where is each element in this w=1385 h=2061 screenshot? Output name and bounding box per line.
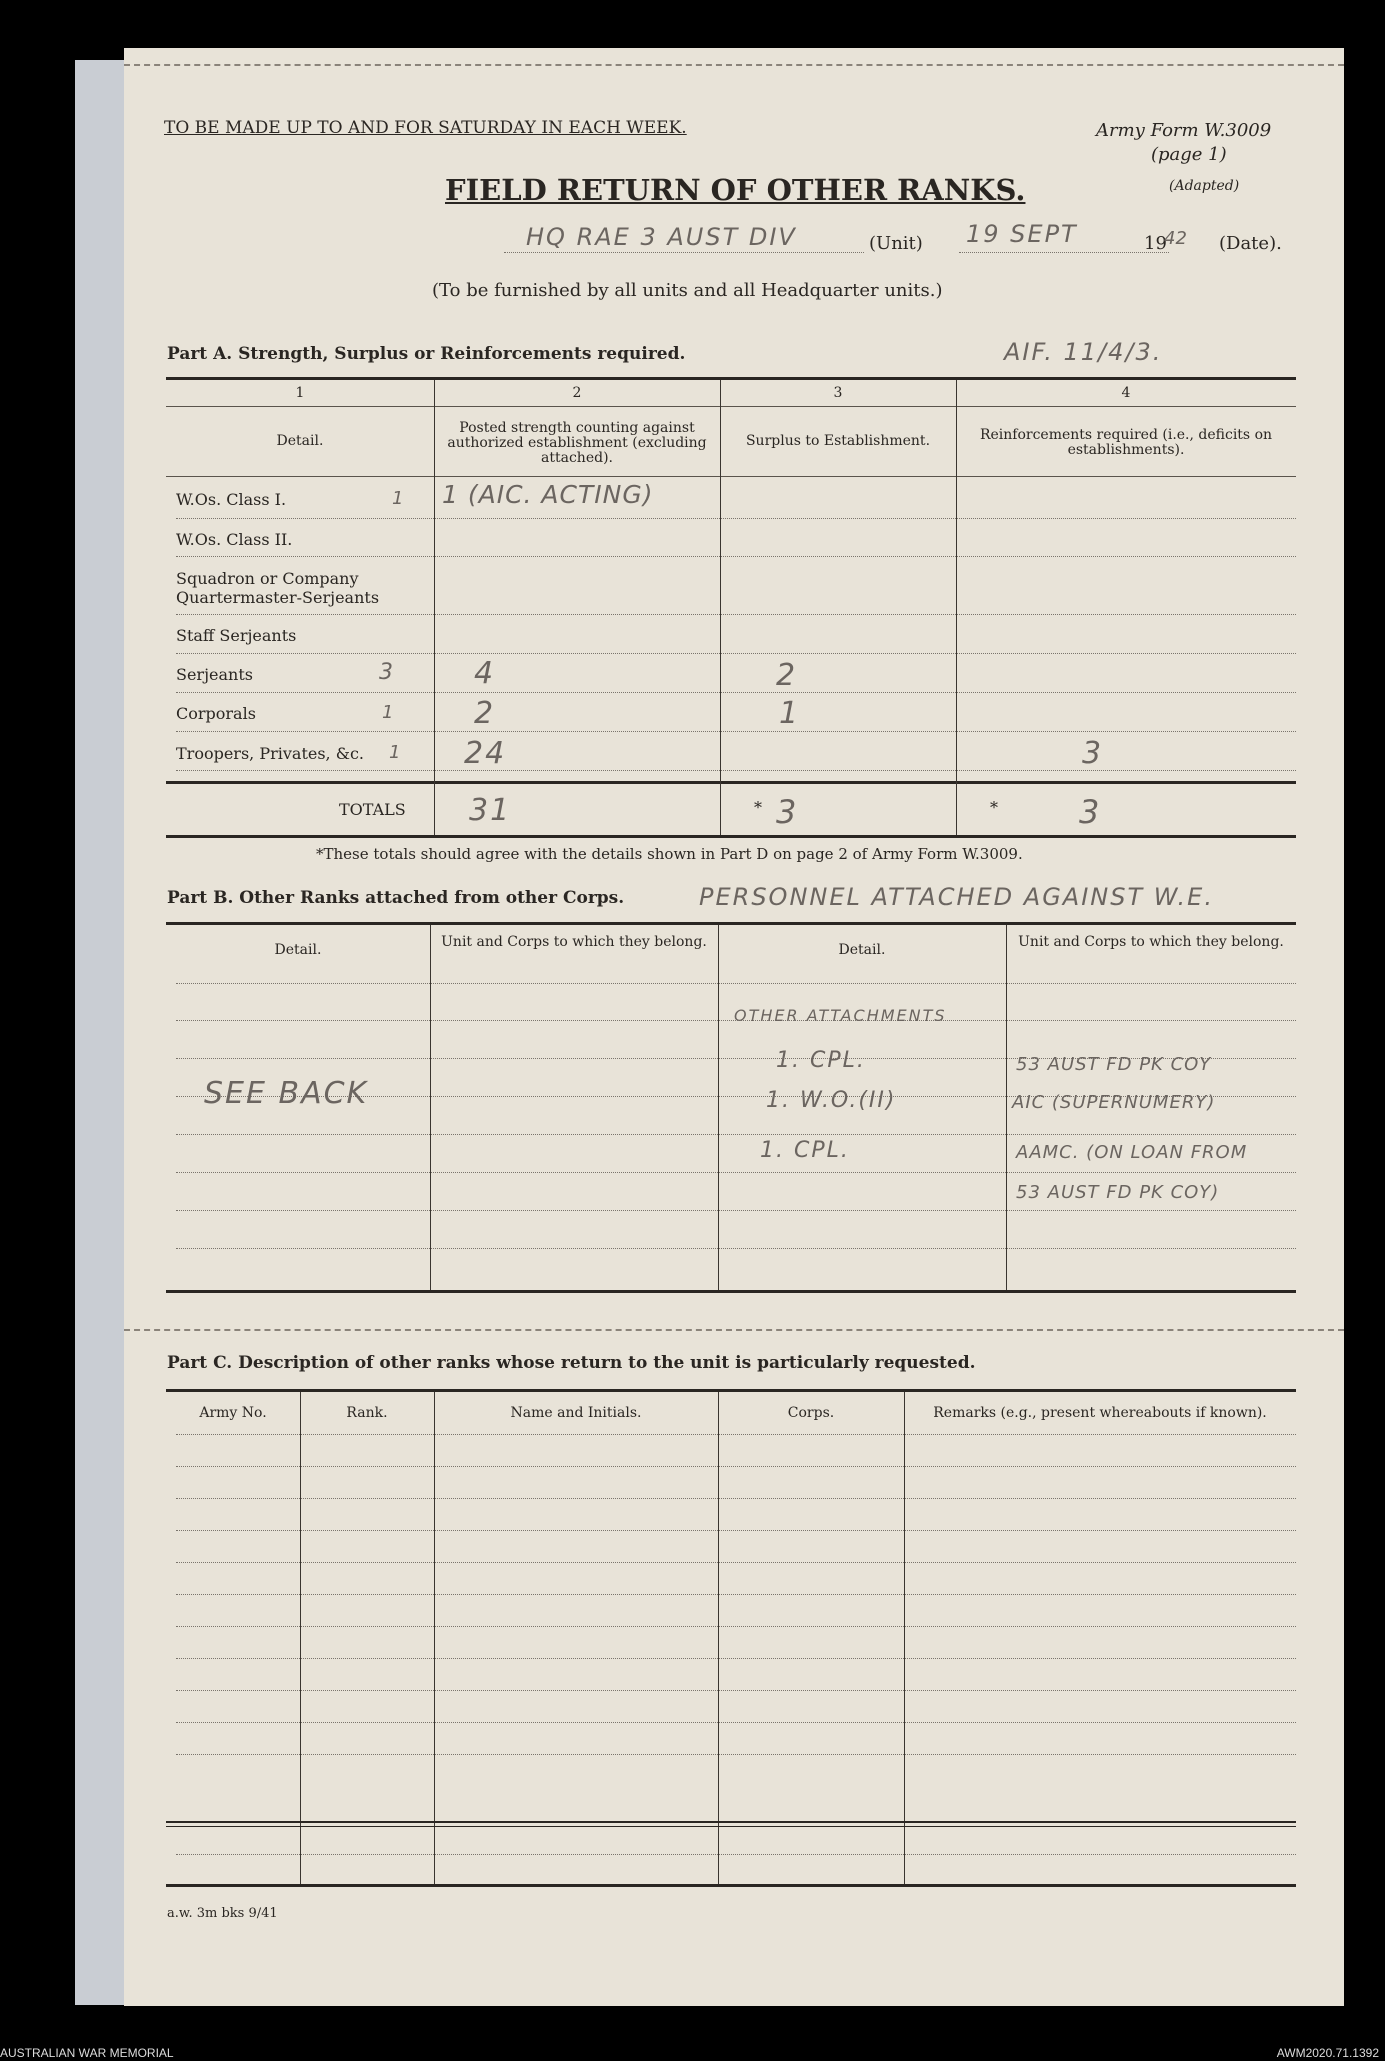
row-line bbox=[176, 1754, 1296, 1755]
totals-label: TOTALS bbox=[339, 800, 406, 819]
part-c-col-name: Name and Initials. bbox=[510, 1405, 642, 1421]
reinf-pte: 3 bbox=[1082, 736, 1104, 771]
part-b-col-divider-1 bbox=[430, 925, 431, 1290]
row-line bbox=[176, 1626, 1296, 1627]
attach-unit-2: AIC (SUPERNUMERY) bbox=[1012, 1092, 1216, 1113]
part-c-col-corps: Corps. bbox=[787, 1405, 835, 1421]
year-handwritten: 42 bbox=[1164, 228, 1187, 249]
part-c-col-remarks: Remarks (e.g., present whereabouts if known). bbox=[933, 1405, 1267, 1421]
row-detail-staff-sgt: Staff Serjeants bbox=[176, 626, 297, 645]
col-header-reinforcements: Reinforcements required (i.e., deficits on establishments). bbox=[979, 427, 1273, 458]
posted-sgt: 4 bbox=[474, 656, 496, 691]
attach-unit-4: 53 AUST FD PK COY) bbox=[1016, 1182, 1220, 1203]
row-line bbox=[176, 692, 1296, 693]
other-attachments-note: OTHER ATTACHMENTS bbox=[734, 1006, 947, 1025]
see-back-note: SEE BACK bbox=[204, 1076, 369, 1111]
form-title: FIELD RETURN OF OTHER RANKS. bbox=[445, 173, 1026, 207]
part-b-col-detail: Detail. bbox=[274, 942, 322, 958]
form-paper bbox=[124, 48, 1344, 2006]
row-line bbox=[176, 731, 1296, 732]
total-reinf: 3 bbox=[1079, 793, 1102, 831]
part-b-col-unit-2: Unit and Corps to which they belong. bbox=[1018, 934, 1284, 950]
part-b-col-divider-3 bbox=[1006, 925, 1007, 1290]
army-form-number: Army Form W.3009 bbox=[1096, 120, 1272, 141]
margin-mark: 1 bbox=[389, 742, 403, 763]
part-b-hw-note: PERSONNEL ATTACHED AGAINST W.E. bbox=[699, 883, 1214, 911]
posted-wo1: 1 (AIC. ACTING) bbox=[442, 480, 654, 509]
part-a-bottom-rule bbox=[166, 835, 1296, 838]
aif-note: AIF. 11/4/3. bbox=[1004, 338, 1163, 366]
part-a-col-divider-3 bbox=[956, 380, 957, 835]
perforation-top bbox=[124, 64, 1344, 66]
attach-detail-3: 1. CPL. bbox=[760, 1138, 850, 1163]
part-a-head-rule bbox=[166, 476, 1296, 477]
row-line bbox=[176, 1172, 1296, 1173]
row-line bbox=[176, 1210, 1296, 1211]
row-line bbox=[176, 770, 1296, 771]
perforation-middle bbox=[124, 1329, 1344, 1331]
unit-label: (Unit) bbox=[869, 233, 923, 254]
row-line bbox=[176, 1854, 1296, 1855]
part-c-heading: Part C. Description of other ranks whose return to the unit is particularly requested. bbox=[167, 1353, 976, 1373]
surplus-sgt: 2 bbox=[776, 658, 798, 693]
col-num-3: 3 bbox=[833, 385, 843, 401]
subtitle: (To be furnished by all units and all Headquarter units.) bbox=[432, 280, 943, 301]
posted-cpl: 2 bbox=[474, 696, 496, 731]
part-b-head-rule bbox=[176, 983, 1296, 984]
part-a-footnote: *These totals should agree with the details shown in Part D on page 2 of Army Form W.3009. bbox=[316, 845, 1023, 863]
part-c-double-rule bbox=[166, 1821, 1296, 1823]
part-c-col-army-no: Army No. bbox=[199, 1405, 267, 1421]
row-line bbox=[176, 1722, 1296, 1723]
date-label: (Date). bbox=[1219, 233, 1282, 254]
row-detail-pte: Troopers, Privates, &c. bbox=[176, 744, 365, 763]
col-num-1: 1 bbox=[295, 385, 305, 401]
part-b-heading: Part B. Other Ranks attached from other Corps. bbox=[167, 888, 625, 908]
row-line bbox=[176, 1530, 1296, 1531]
part-c-col-rank: Rank. bbox=[346, 1405, 388, 1421]
date-handwritten: 19 SEPT bbox=[966, 220, 1078, 248]
adapted-note: (Adapted) bbox=[1169, 178, 1240, 194]
asterisk-reinf: * bbox=[990, 798, 998, 817]
row-detail-wo2: W.Os. Class II. bbox=[176, 530, 293, 549]
part-c-top-rule bbox=[166, 1389, 1296, 1392]
row-line bbox=[176, 518, 1296, 519]
part-b-top-rule bbox=[166, 922, 1296, 925]
date-line bbox=[959, 252, 1169, 253]
attach-detail-2: 1. W.O.(II) bbox=[766, 1088, 897, 1113]
attach-unit-3: AAMC. (ON LOAN FROM bbox=[1016, 1142, 1248, 1163]
row-line bbox=[176, 614, 1296, 615]
row-detail-cpl: Corporals bbox=[176, 704, 256, 723]
col-header-surplus: Surplus to Establishment. bbox=[745, 433, 931, 449]
part-b-bottom-rule bbox=[166, 1290, 1296, 1293]
asterisk-surplus: * bbox=[754, 798, 762, 817]
total-posted: 31 bbox=[469, 793, 512, 828]
surplus-cpl: 1 bbox=[779, 696, 801, 731]
row-line bbox=[176, 1594, 1296, 1595]
part-b-col-divider-2 bbox=[718, 925, 719, 1290]
row-line bbox=[176, 1466, 1296, 1467]
margin-mark: 3 bbox=[379, 660, 395, 685]
attach-detail-1: 1. CPL. bbox=[776, 1048, 866, 1073]
row-line bbox=[176, 1658, 1296, 1659]
row-detail-sgt: Serjeants bbox=[176, 665, 253, 684]
margin-mark: 1 bbox=[392, 488, 406, 509]
row-line bbox=[176, 653, 1296, 654]
total-surplus: 3 bbox=[776, 793, 799, 831]
row-line bbox=[176, 1248, 1296, 1249]
row-line bbox=[176, 1434, 1296, 1435]
part-c-bottom-rule bbox=[166, 1884, 1296, 1887]
row-detail-cqms: Squadron or Company Quartermaster-Serjeants bbox=[176, 569, 380, 607]
part-a-top-rule bbox=[166, 377, 1296, 380]
archive-caption: AUSTRALIAN WAR MEMORIAL bbox=[0, 2046, 174, 2060]
row-line bbox=[176, 1562, 1296, 1563]
row-line bbox=[176, 1690, 1296, 1691]
part-a-num-rule bbox=[166, 406, 1296, 407]
row-line bbox=[176, 1498, 1296, 1499]
print-code: a.w. 3m bks 9/41 bbox=[167, 1906, 278, 1921]
unit-line bbox=[504, 252, 864, 253]
archive-reference: AWM2020.71.1392 bbox=[1276, 2046, 1379, 2060]
col-header-posted: Posted strength counting against authorized establishment (excluding attached). bbox=[447, 420, 707, 466]
instruction-text: TO BE MADE UP TO AND FOR SATURDAY IN EACH WEEK. bbox=[164, 118, 687, 138]
col-num-4: 4 bbox=[1121, 385, 1131, 401]
row-line bbox=[176, 1134, 1296, 1135]
posted-pte: 24 bbox=[464, 736, 507, 771]
unit-handwritten: HQ RAE 3 AUST DIV bbox=[526, 223, 797, 251]
attach-unit-1: 53 AUST FD PK COY bbox=[1016, 1054, 1212, 1075]
col-num-2: 2 bbox=[572, 385, 582, 401]
page-number: (page 1) bbox=[1151, 144, 1227, 165]
margin-mark: 1 bbox=[382, 702, 396, 723]
row-line bbox=[176, 556, 1296, 557]
part-b-col-unit: Unit and Corps to which they belong. bbox=[441, 934, 707, 950]
year-prefix: 19 bbox=[1144, 233, 1167, 254]
row-detail-wo1: W.Os. Class I. bbox=[176, 490, 287, 509]
part-a-col-divider-1 bbox=[434, 380, 435, 835]
part-b-col-detail-2: Detail. bbox=[838, 942, 886, 958]
part-c-double-rule bbox=[166, 1826, 1296, 1827]
col-header-detail: Detail. bbox=[276, 433, 324, 449]
part-a-heading: Part A. Strength, Surplus or Reinforcements required. bbox=[167, 344, 686, 364]
part-a-body-rule bbox=[166, 781, 1296, 784]
